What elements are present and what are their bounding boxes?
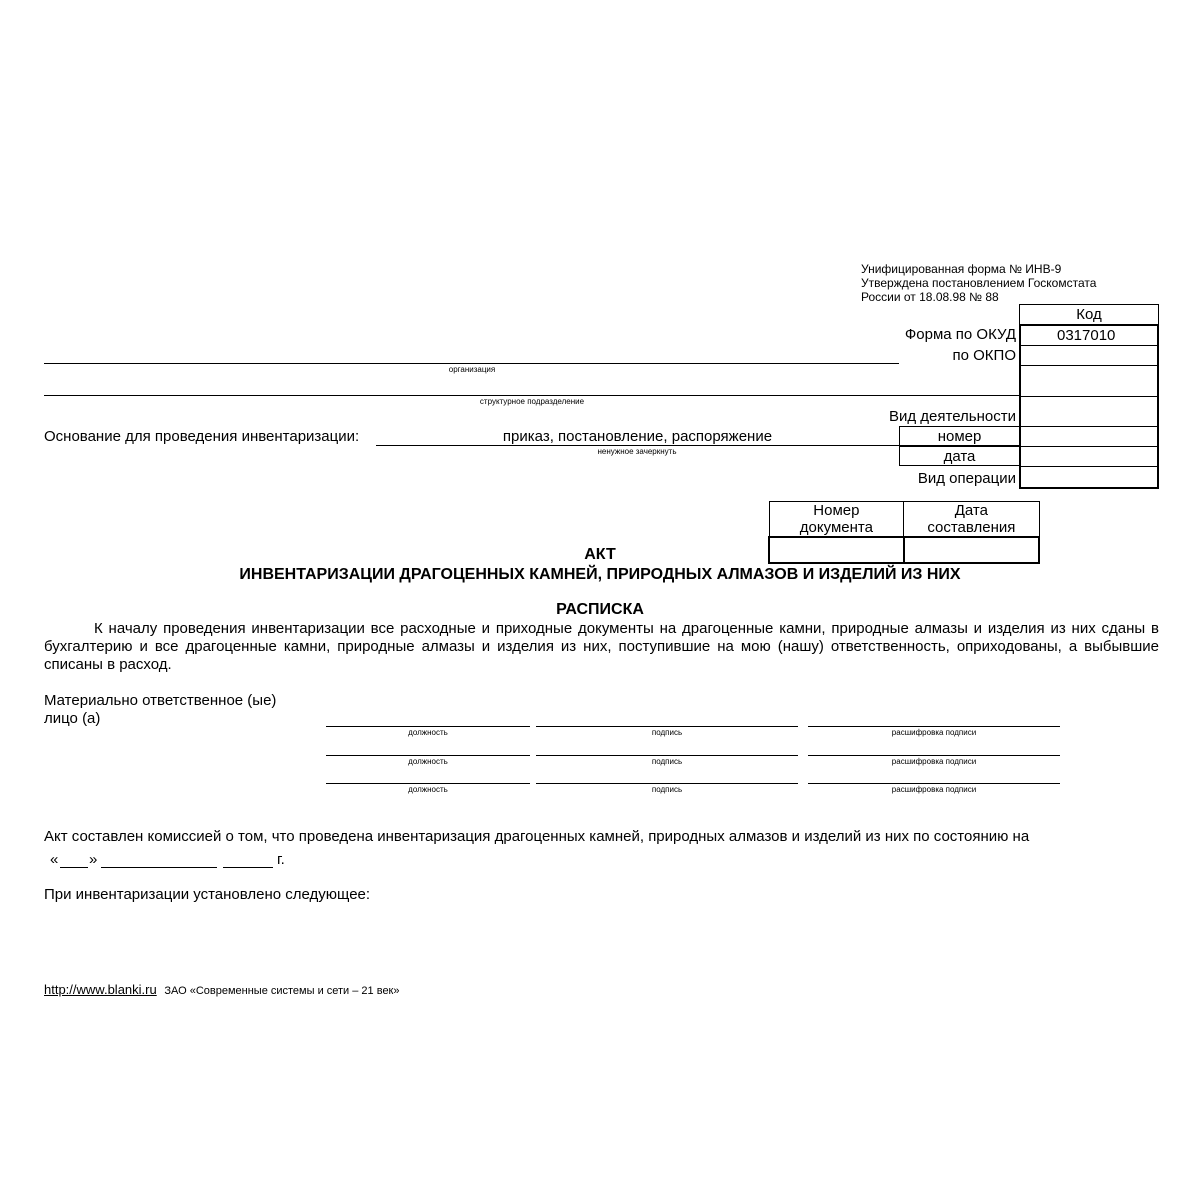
- code-values: [1019, 324, 1159, 489]
- basis-line[interactable]: [376, 445, 899, 446]
- position-caption: должность: [408, 757, 448, 766]
- basis-number-label: номер: [899, 426, 1019, 446]
- basis-date-label: дата: [899, 446, 1019, 466]
- signature-line-2[interactable]: [536, 755, 798, 756]
- operation-code[interactable]: [1021, 467, 1157, 487]
- position-caption: должность: [408, 785, 448, 794]
- signature-caption: подпись: [651, 757, 683, 766]
- receipt-text: К началу проведения инвентаризации все расходные и приходные документы на драгоценные камни, природные алмазы и изделия из них сданы в бухгалтерию и все драгоценные камни, природные алмазы и изделия из них, поступившие на мою (нашу) ответственность, оприходованы, а выбывшие списаны в расход.: [44, 620, 1159, 673]
- basis-number-code[interactable]: [1021, 427, 1157, 447]
- date-close-quote: »: [89, 851, 98, 868]
- okpo-label: по ОКПО: [952, 347, 1016, 364]
- operation-label: Вид операции: [917, 470, 1016, 487]
- department-caption: структурное подразделение: [479, 397, 585, 406]
- code-header: Код: [1019, 304, 1159, 324]
- act-title: АКТ: [584, 546, 616, 563]
- date-open-quote: «: [50, 851, 59, 868]
- footer-link[interactable]: http://www.blanki.ru: [44, 982, 157, 997]
- date-year-line[interactable]: [223, 867, 273, 868]
- decoding-line-1[interactable]: [808, 726, 1060, 727]
- doc-date-header: Дата составления: [904, 502, 1039, 538]
- doc-number-cell[interactable]: [769, 537, 904, 563]
- document-table: [768, 501, 1040, 564]
- established-text: При инвентаризации установлено следующее:: [44, 886, 371, 903]
- code-box: [1019, 304, 1159, 489]
- signature-line-1[interactable]: [536, 726, 798, 727]
- okpo-code[interactable]: [1021, 346, 1157, 366]
- signature-caption: подпись: [651, 785, 683, 794]
- doc-number-header: Номер документа: [769, 502, 904, 538]
- signature-caption: подпись: [651, 728, 683, 737]
- organization-caption: организация: [448, 365, 496, 374]
- decoding-caption: расшифровка подписи: [891, 728, 977, 737]
- position-caption: должность: [408, 728, 448, 737]
- decoding-line-2[interactable]: [808, 755, 1060, 756]
- doc-date-cell[interactable]: [904, 537, 1039, 563]
- position-line-2[interactable]: [326, 755, 530, 756]
- act-subtitle: ИНВЕНТАРИЗАЦИИ ДРАГОЦЕННЫХ КАМНЕЙ, ПРИРОДНЫХ АЛМАЗОВ И ИЗДЕЛИЙ ИЗ НИХ: [239, 566, 961, 583]
- year-suffix: г.: [277, 851, 285, 868]
- decoding-line-3[interactable]: [808, 783, 1060, 784]
- decoding-caption: расшифровка подписи: [891, 757, 977, 766]
- form-approval-date: России от 18.08.98 № 88: [861, 290, 999, 304]
- form-header: [861, 262, 1096, 304]
- department-code[interactable]: [1021, 366, 1157, 397]
- basis-caption: ненужное зачеркнуть: [597, 447, 677, 456]
- activity-label: Вид деятельности: [888, 408, 1016, 425]
- form-number: Унифицированная форма № ИНВ-9: [861, 262, 1062, 276]
- activity-code[interactable]: [1021, 397, 1157, 427]
- okud-label: Форма по ОКУД: [904, 326, 1016, 343]
- decoding-caption: расшифровка подписи: [891, 785, 977, 794]
- receipt-heading: РАСПИСКА: [556, 601, 644, 618]
- basis-date-code[interactable]: [1021, 447, 1157, 467]
- okud-code[interactable]: 0317010: [1021, 326, 1157, 346]
- department-line[interactable]: [44, 395, 1019, 396]
- position-line-3[interactable]: [326, 783, 530, 784]
- basis-label: Основание для проведения инвентаризации:: [44, 428, 360, 445]
- basis-value: приказ, постановление, распоряжение: [502, 428, 773, 445]
- date-day-line[interactable]: [60, 867, 88, 868]
- footer: [44, 982, 400, 999]
- responsible-label: Материально ответственное (ые) лицо (а): [44, 692, 277, 727]
- footer-company: ЗАО «Современные системы и сети – 21 век»: [164, 985, 400, 997]
- date-month-line[interactable]: [101, 867, 217, 868]
- position-line-1[interactable]: [326, 726, 530, 727]
- commission-text: Акт составлен комиссией о том, что проведена инвентаризация драгоценных камней, природных алмазов и изделий из них по состоянию на: [44, 828, 1030, 845]
- organization-line[interactable]: [44, 363, 899, 364]
- signature-line-3[interactable]: [536, 783, 798, 784]
- form-approval: Утверждена постановлением Госкомстата: [861, 276, 1097, 290]
